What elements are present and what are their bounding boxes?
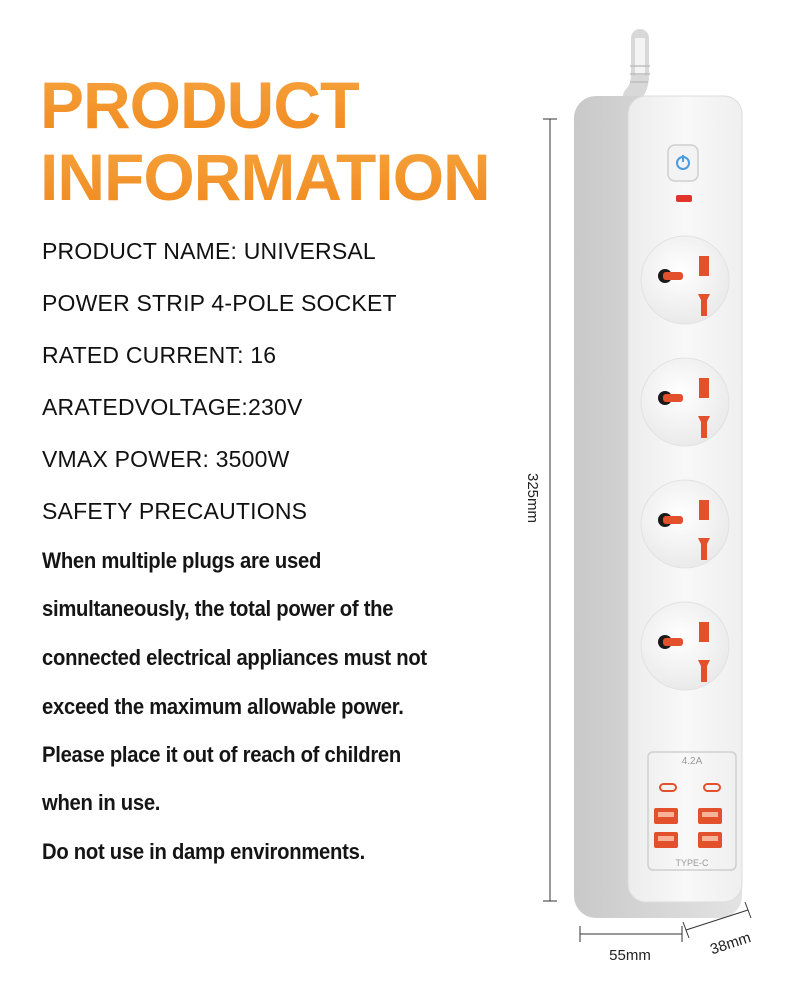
heading-line-1: PRODUCT — [40, 68, 360, 142]
length-dimension-line — [543, 119, 557, 901]
socket-2 — [641, 358, 729, 446]
width-dimension-label: 55mm — [609, 947, 651, 964]
spec-max-power: VMAX POWER: 3500W — [42, 446, 290, 472]
precaution-line-3: connected electrical appliances must not — [42, 645, 427, 670]
depth-dimension-label: 38mm — [708, 929, 754, 959]
width-dimension-line — [580, 926, 682, 942]
heading-line-2: INFORMATION — [40, 140, 490, 214]
socket-4 — [641, 602, 729, 690]
length-dimension-label: 325mm — [524, 472, 541, 524]
spec-product-type: POWER STRIP 4-POLE SOCKET — [42, 290, 397, 316]
precaution-line-1: When multiple plugs are used — [42, 548, 322, 573]
usb-type-label: TYPE-C — [675, 858, 709, 868]
spec-product-name: PRODUCT NAME: UNIVERSAL — [42, 238, 376, 264]
spec-safety-heading: SAFETY PRECAUTIONS — [42, 498, 308, 524]
socket-3 — [641, 480, 729, 568]
precaution-line-6: when in use. — [42, 790, 161, 815]
precaution-line-5: Please place it out of reach of children — [42, 742, 402, 767]
precaution-line-4: exceed the maximum allowable power. — [42, 694, 404, 719]
spec-rated-current: RATED CURRENT: 16 — [42, 342, 277, 368]
precaution-line-2: simultaneously, the total power of the — [42, 596, 394, 621]
spec-rated-voltage: ARATEDVOLTAGE:230V — [42, 394, 303, 420]
precaution-line-7: Do not use in damp environments. — [42, 839, 365, 864]
power-cord — [630, 38, 650, 96]
usb-current-label: 4.2A — [681, 756, 703, 767]
socket-1 — [641, 236, 729, 324]
